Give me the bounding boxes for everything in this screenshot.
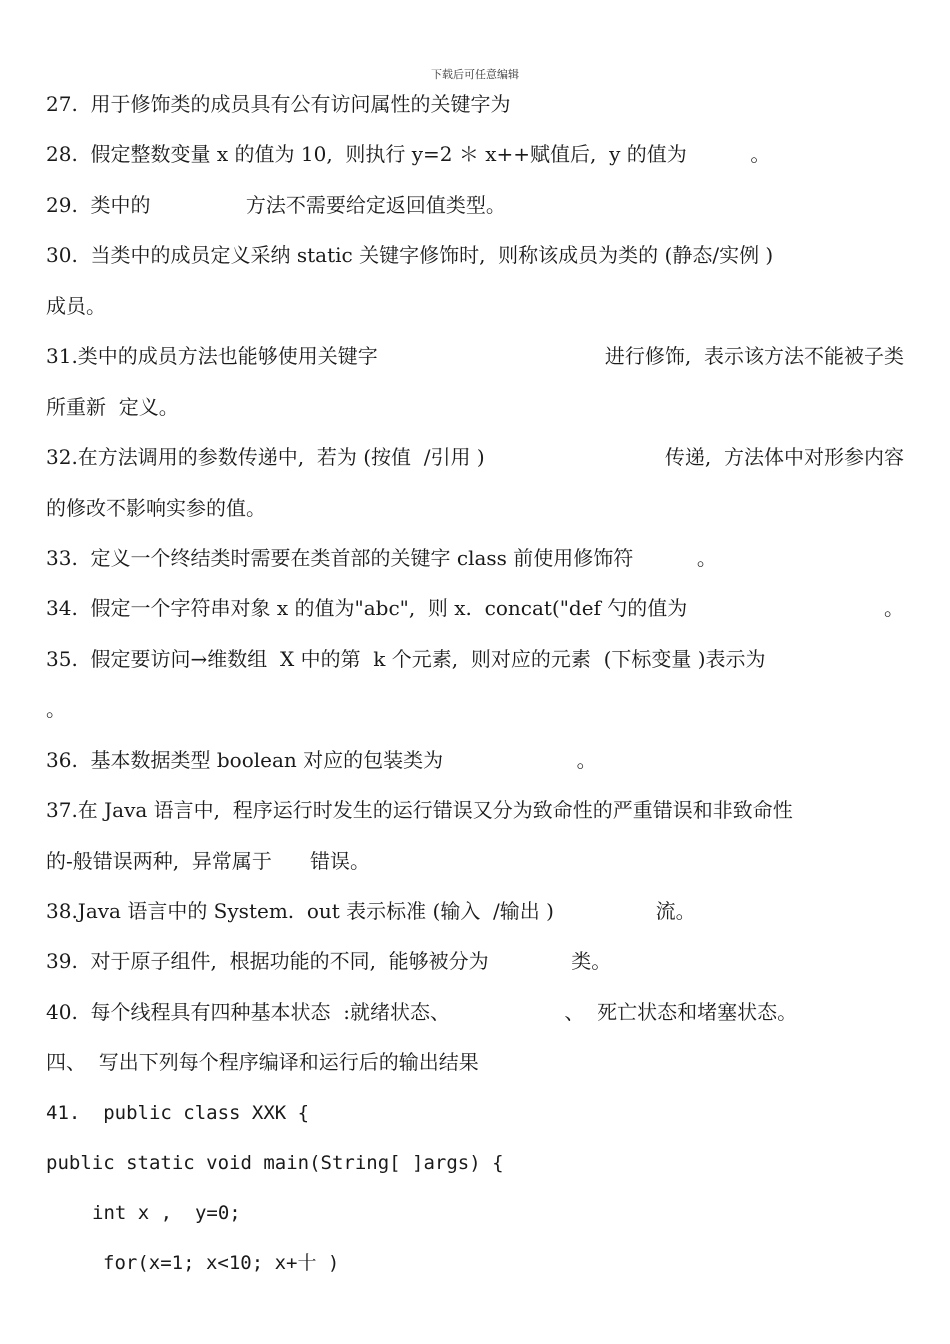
question-30-line2: 成员。 <box>46 294 106 318</box>
question-31-right: 进行修饰, 表示该方法不能被子类 <box>604 344 904 368</box>
question-37-line1: 37.在 Java 语言中, 程序运行时发生的运行错误又分为致命性的严重错误和非致命性 <box>46 798 793 822</box>
question-27: 27. 用于修饰类的成员具有公有访问属性的关键字为 <box>46 92 511 116</box>
question-33: 33. 定义一个终结类时需要在类首部的关键字 class 前使用修饰符 。 <box>46 546 717 570</box>
code-line-4: for(x=1; x<10; x+十 ) <box>103 1252 340 1274</box>
question-36: 36. 基本数据类型 boolean 对应的包装类为 。 <box>46 748 597 772</box>
question-35-line1: 35. 假定要访问→维数组 X 中的第 k 个元素, 则对应的元素 (下标变量 )表示为 <box>46 647 766 671</box>
question-38: 38.Java 语言中的 System. out 表示标准 (输入 /输出 ) 流。 <box>46 899 696 923</box>
code-line-1: 41. public class XXK { <box>46 1102 310 1124</box>
question-39: 39. 对于原子组件, 根据功能的不同, 能够被分为 类。 <box>46 949 612 973</box>
question-29: 29. 类中的 方法不需要给定返回值类型。 <box>46 193 506 217</box>
question-37-line2: 的-般错误两种, 异常属于 错误。 <box>46 849 370 873</box>
question-32-right: 传递, 方法体中对形参内容 <box>664 445 904 469</box>
question-30-text: 30. 当类中的成员定义采纳 static 关键字修饰时, 则称该成员为类的 (静态/实例 ) <box>46 243 774 267</box>
section-heading: 四、 写出下列每个程序编译和运行后的输出结果 <box>46 1050 479 1074</box>
question-32-line2: 的修改不影响实参的值。 <box>46 496 266 520</box>
question-30-line1 <box>46 242 904 268</box>
question-31-line2: 所重新 定义。 <box>46 395 179 419</box>
code-line-2: public static void main(String[ ]args) { <box>46 1152 504 1174</box>
question-31-line1 <box>46 343 904 369</box>
code-line-3: int x , y=0; <box>92 1202 241 1224</box>
question-32-left: 32.在方法调用的参数传递中, 若为 (按值 /引用 ) <box>46 445 485 469</box>
question-40: 40. 每个线程具有四种基本状态 :就绪状态、 、 死亡状态和堵塞状态。 <box>46 1000 798 1024</box>
question-35-line2: 。 <box>46 697 66 721</box>
question-31-left: 31.类中的成员方法也能够使用关键字 <box>46 344 378 368</box>
page-header: 下载后可任意编辑 <box>431 68 519 81</box>
question-28: 28. 假定整数变量 x 的值为 10, 则执行 y=2 ＊ x++赋值后, y 的值为 。 <box>46 142 771 166</box>
question-34-right: 。 <box>884 596 904 620</box>
question-34 <box>46 595 904 621</box>
question-32-line1 <box>46 444 904 470</box>
question-34-left: 34. 假定一个字符串对象 x 的值为"abc", 则 x. concat("def 勺的值为 <box>46 596 688 620</box>
